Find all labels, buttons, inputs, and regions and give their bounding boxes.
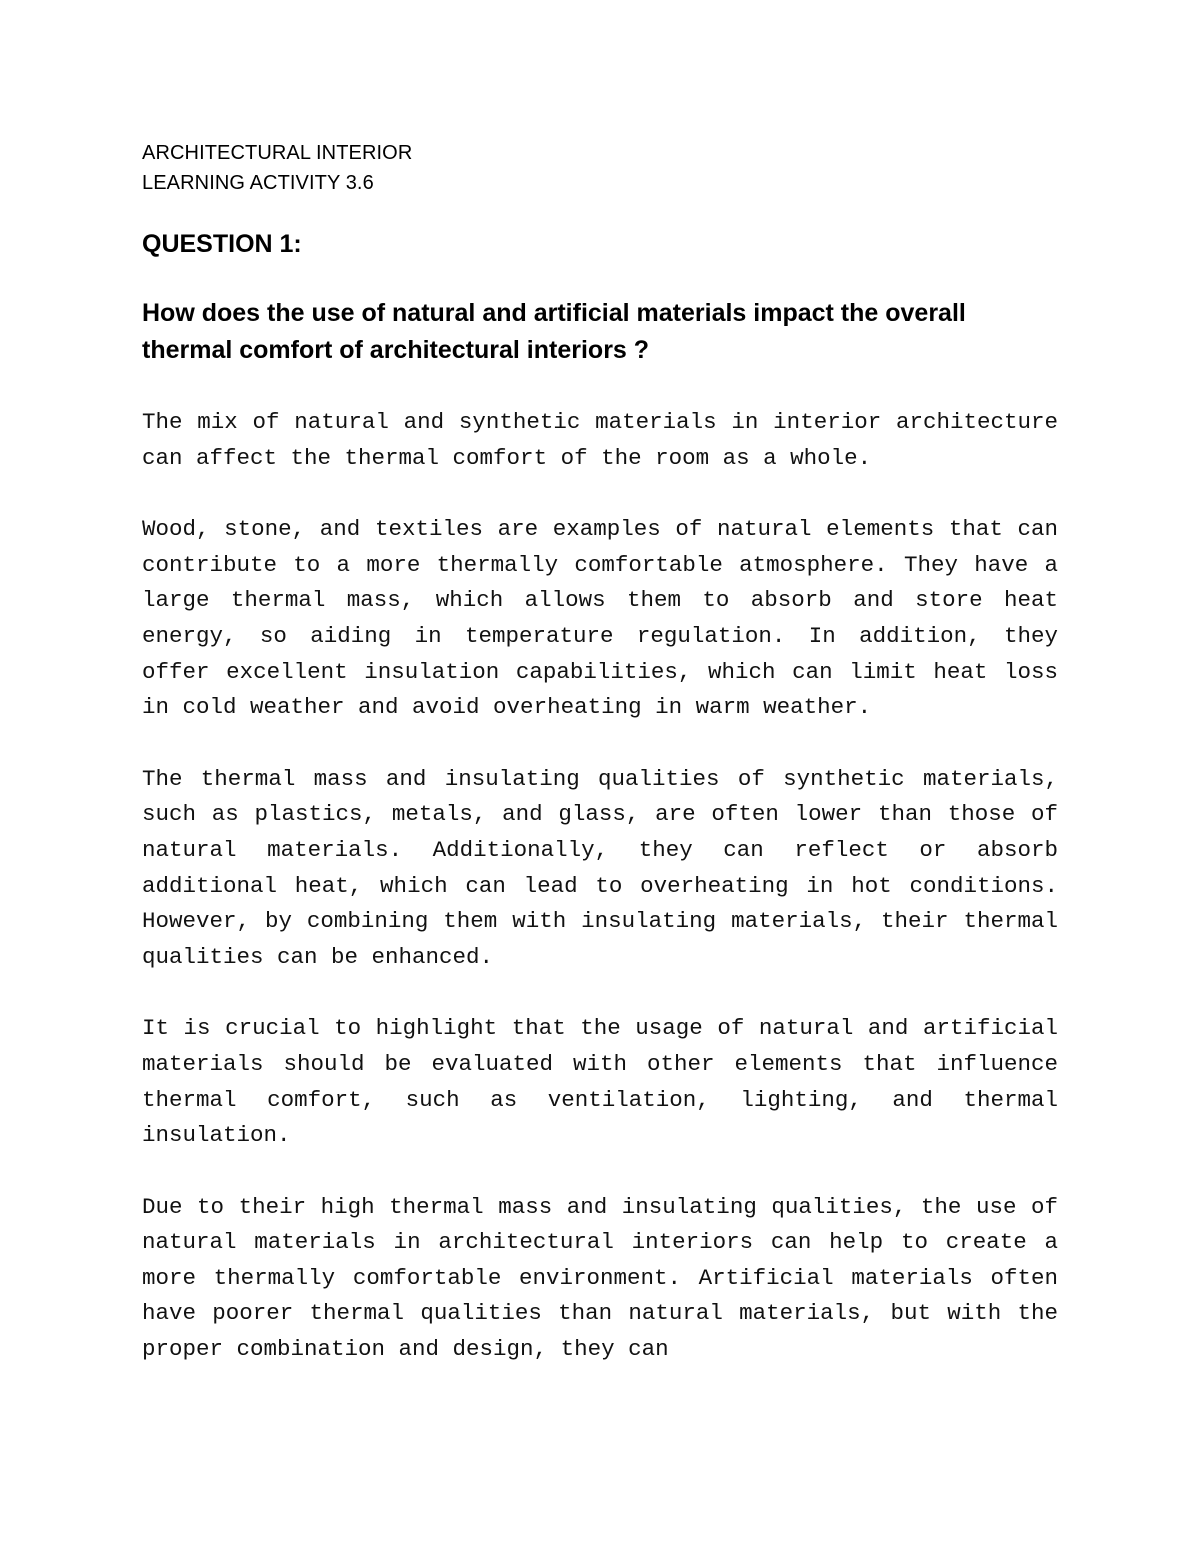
course-title: ARCHITECTURAL INTERIOR — [142, 142, 413, 164]
activity-title: LEARNING ACTIVITY 3.6 — [142, 172, 374, 194]
paragraph-conclusion: Due to their high thermal mass and insulating qualities, the use of natural materials in architectural interiors can help to create a more thermally comfortable environment. Artificial materials often have poorer thermal qualities than natural materials, but with the proper combination and design, they can — [142, 1193, 1058, 1363]
paragraph-intro: The mix of natural and synthetic materials in interior architecture can affect the thermal comfort of the room as a whole. — [142, 409, 1058, 471]
paragraph-other-elements: It is crucial to highlight that the usage of natural and artificial materials should be evaluated with other elements that influence thermal comfort, such as ventilation, lighting, and thermal insulation. — [142, 1015, 1058, 1149]
paragraph-synthetic-materials: The thermal mass and insulating qualities of synthetic materials, such as plastics, metals, and glass, are often lower than those of natural materials. Additionally, they can reflect or absorb additional heat, which can lead to overheating in hot conditions. However, by combining them with insulating materials, their thermal qualities can be enhanced. — [142, 765, 1058, 970]
paragraph-natural-materials: Wood, stone, and textiles are examples of natural elements that can contribute to a more thermally comfortable atmosphere. They have a large thermal mass, which allows them to absorb and store heat energy, so aiding in temperature regulation. In addition, they offer excellent insulation capabilities, which can limit heat loss in cold weather and avoid overheating in warm weather. — [142, 516, 1058, 721]
question-label: QUESTION 1: — [142, 230, 302, 258]
question-text: How does the use of natural and artificial materials impact the overall thermal comfort of architectural interiors ? — [142, 299, 966, 364]
document-page — [142, 138, 1058, 1368]
